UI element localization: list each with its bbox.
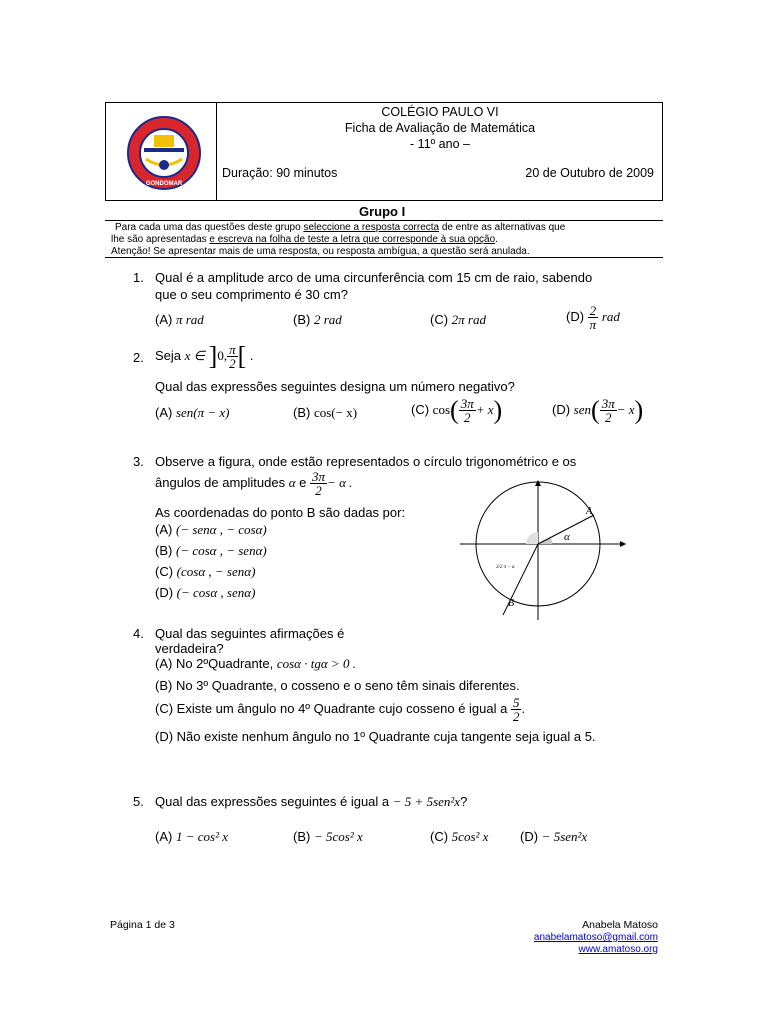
- option-label: (C): [430, 312, 449, 327]
- frac-num: 5: [512, 695, 520, 710]
- q3-line-2: [155, 470, 352, 497]
- option-math: cosα · tgα > 0 .: [276, 656, 356, 671]
- q5-option-d: [520, 829, 587, 845]
- trig-circle-figure: [460, 480, 630, 620]
- header-divider: [216, 103, 217, 200]
- q2-option-c: (C) cos( $\frac{3\pi}{2}$ + x): [411, 395, 503, 425]
- q5-option-c: [430, 829, 488, 845]
- interval-frac: [227, 343, 238, 370]
- frac-den: π: [589, 317, 597, 332]
- option-label: (A): [155, 405, 173, 420]
- q1-option-b: [293, 312, 342, 328]
- logo-dot: [159, 160, 169, 170]
- q2-line-2: Qual das expressões seguintes designa um número negativo?: [155, 379, 515, 394]
- q3-text: ângulos de amplitudes: [155, 474, 286, 490]
- q5-option-a: [155, 829, 228, 845]
- q3-option-a: [155, 522, 267, 538]
- option-label: (B): [293, 312, 311, 327]
- author-name: Anabela Matoso: [582, 919, 658, 931]
- q2-option-d: (D) sen( $\frac{3\pi}{2}$ − x): [552, 395, 644, 425]
- q2-x-in: x ∈: [184, 347, 206, 363]
- option-tail: − x: [616, 401, 635, 417]
- frac-num: π: [229, 342, 236, 357]
- q3-alpha: α: [288, 474, 296, 490]
- option-value: 2π rad: [451, 312, 486, 327]
- school-name: COLÉGIO PAULO VI: [381, 105, 499, 119]
- duration: Duração: 90 minutos: [222, 166, 338, 180]
- q5-line-1: [155, 794, 467, 810]
- option-value: π rad: [175, 312, 204, 327]
- q5-number: 5.: [133, 794, 144, 809]
- school-logo: [124, 115, 204, 191]
- option-label: (B): [293, 405, 311, 420]
- q2-option-b: [293, 405, 357, 421]
- option-tail: + x: [475, 401, 494, 417]
- interval-lo: 0,: [217, 347, 228, 363]
- fraction: [588, 304, 599, 331]
- q5-option-b: [293, 829, 363, 845]
- option-value: (− cosα , − senα): [175, 543, 267, 558]
- option-label: (D): [566, 308, 585, 324]
- angle-sector: [526, 532, 538, 544]
- q2-dot: .: [249, 347, 254, 363]
- logo-band: [144, 148, 184, 152]
- instructions-box: [105, 220, 663, 258]
- point-a-label: A: [586, 506, 593, 517]
- option-text: (C) Existe um ângulo no 4º Quadrante cujo cosseno é igual a: [155, 700, 508, 716]
- date: 20 de Outubro de 2009: [525, 166, 654, 180]
- option-value: 5cos² x: [451, 829, 489, 844]
- instructions-line-2: [111, 234, 498, 247]
- q4-option-b: (B) No 3º Quadrante, o cosseno e o seno têm sinais diferentes.: [155, 678, 520, 693]
- frac-num: 3π: [601, 396, 615, 411]
- option-value: (cosα , − senα): [176, 564, 256, 579]
- option-label: (A): [155, 312, 173, 327]
- q1-option-d: [566, 304, 620, 331]
- q5-text: Qual das expressões seguintes é igual a: [155, 794, 390, 809]
- point-b-label: B: [508, 598, 515, 609]
- option-text: (A) No 2ºQuadrante,: [155, 656, 274, 671]
- option-label: (B): [155, 543, 173, 558]
- q3-line-3: As coordenadas do ponto B são dadas por:: [155, 505, 406, 520]
- y-axis-arrow: [535, 480, 541, 486]
- author-site-link[interactable]: www.amatoso.org: [578, 944, 658, 955]
- q4-option-a: [155, 656, 356, 672]
- q3-line-1: Observe a figura, onde estão representados o círculo trigonométrico e os: [155, 454, 577, 469]
- option-label: (C): [155, 564, 174, 579]
- q4-number: 4.: [133, 626, 144, 641]
- q3-option-c: [155, 564, 255, 580]
- instr-underline: e escreva na folha de teste a letra que corresponde à sua opção: [209, 234, 496, 245]
- page-number: Página 1 de 3: [110, 919, 175, 931]
- instr-text: Para cada uma das questões deste grupo: [115, 222, 304, 233]
- option-value: cos(− x): [313, 405, 358, 420]
- q3-tail: − α .: [327, 474, 353, 490]
- fn-name: cos: [432, 401, 451, 417]
- q2-number: 2.: [133, 350, 144, 365]
- q4-line-1: Qual das seguintes afirmações é: [155, 626, 345, 641]
- option-label: (C): [411, 401, 430, 417]
- option-label: (A): [155, 829, 173, 844]
- frac-den: 2: [512, 709, 520, 724]
- option-value: − 5cos² x: [313, 829, 363, 844]
- frac-num: 3π: [460, 396, 474, 411]
- sheet-title: Ficha de Avaliação de Matemática: [344, 121, 536, 135]
- interval-bracket-open: ]: [208, 341, 218, 371]
- option-label: (D): [155, 585, 174, 600]
- frac-den: 2: [463, 410, 471, 425]
- fraction: [310, 470, 327, 497]
- frac-den: 2: [604, 410, 612, 425]
- q2-line-1: [155, 343, 254, 370]
- q3-option-b: [155, 543, 267, 559]
- option-value: (− cosα , senα): [176, 585, 256, 600]
- q1-option-a: [155, 312, 204, 328]
- option-label: (D): [552, 401, 571, 417]
- option-label: (A): [155, 522, 173, 537]
- instr-underline: seleccione a resposta correcta: [303, 222, 440, 233]
- q3-number: 3.: [133, 454, 144, 469]
- logo-top-text: COLÉGIO PAULO VI: [135, 111, 193, 117]
- q4-line-2: verdadeira?: [155, 641, 224, 656]
- fraction: [600, 397, 617, 424]
- header-box: [105, 102, 663, 201]
- q5-qmark: ?: [460, 794, 468, 809]
- logo-bottom-text: GONDOMAR: [145, 181, 183, 187]
- q5-expr: − 5 + 5sen²x: [392, 794, 461, 809]
- angle-label: 3/2 π − α: [496, 565, 515, 570]
- alpha-label: α: [564, 531, 570, 543]
- frac-den: 2: [229, 356, 236, 371]
- q2-seja: Seja: [155, 347, 182, 363]
- instr-text: .: [495, 234, 498, 245]
- q1-line-1: Qual é a amplitude arco de uma circunferência com 15 cm de raio, sabendo: [155, 270, 593, 285]
- instructions-line-3: Atenção! Se apresentar mais de uma resposta, ou resposta ambígua, a questão será anulada.: [111, 246, 530, 257]
- q4-option-c: [155, 696, 525, 723]
- interval-bracket-close: [: [237, 341, 247, 371]
- option-label: (D): [520, 829, 539, 844]
- option-value: − 5sen²x: [541, 829, 588, 844]
- fraction: [459, 397, 476, 424]
- author-email-link[interactable]: anabelamatoso@gmail.com: [533, 932, 658, 943]
- logo-book: [154, 135, 174, 147]
- group-title: Grupo I: [359, 204, 406, 219]
- option-label: (C): [430, 829, 449, 844]
- q4-option-d: (D) Não existe nenhum ângulo no 1º Quadrante cuja tangente seja igual a 5.: [155, 729, 596, 744]
- option-value: (− senα , − cosα): [175, 522, 267, 537]
- q1-option-c: [430, 312, 486, 328]
- fraction: [511, 696, 522, 723]
- x-axis-arrow: [620, 541, 626, 547]
- option-value: sen(π − x): [175, 405, 230, 420]
- frac-num: 3π: [312, 469, 326, 484]
- q3-option-d: [155, 585, 255, 601]
- option-value: 1 − cos² x: [175, 829, 228, 844]
- option-dot: .: [521, 700, 526, 716]
- instr-text: lhe são apresentadas: [111, 234, 210, 245]
- q3-e: e: [299, 474, 307, 490]
- q1-number: 1.: [133, 270, 144, 285]
- q1-line-2: que o seu comprimento é 30 cm?: [155, 287, 348, 302]
- q2-option-a: [155, 405, 230, 421]
- grade: - 11º ano –: [410, 137, 470, 151]
- option-value: rad: [601, 308, 620, 324]
- frac-num: 2: [588, 304, 599, 318]
- option-label: (B): [293, 829, 311, 844]
- frac-den: 2: [315, 483, 322, 498]
- option-value: 2 rad: [313, 312, 342, 327]
- fn-name: sen: [573, 401, 592, 417]
- instr-text: de entre as alternativas que: [439, 222, 566, 233]
- instructions-line-1: [115, 222, 565, 235]
